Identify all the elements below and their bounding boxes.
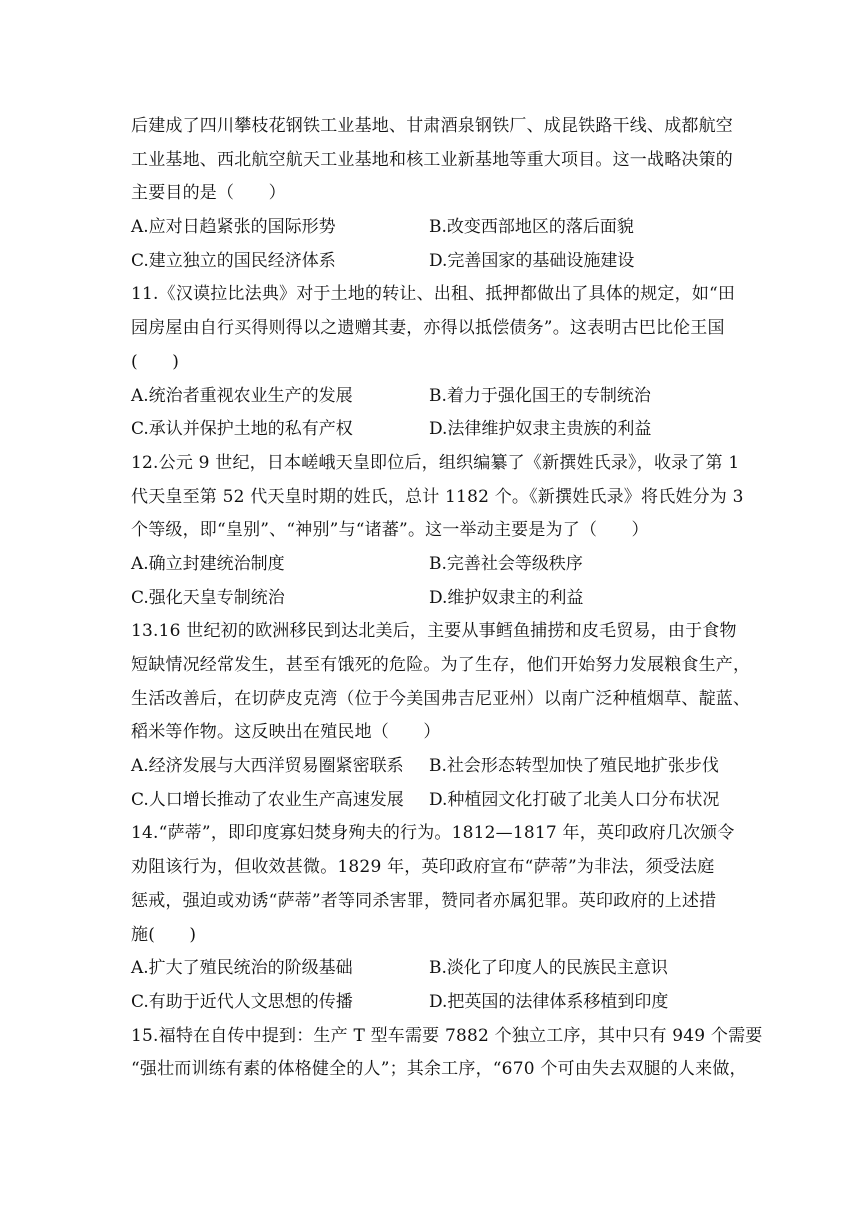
question-13 (131, 615, 751, 817)
option-b: B.完善社会等级秩序 (429, 553, 583, 574)
question-text-line: 劝阻该行为，但收效甚微。1829 年，英印政府宣布“萨蒂”为非法，须受法庭 (131, 857, 715, 878)
question-text-line: 11.《汉谟拉比法典》对于土地的转让、出租、抵押都做出了具体的规定，如“田 (131, 284, 736, 305)
question-text-line: 后建成了四川攀枝花钢铁工业基地、甘肃酒泉钢铁厂、成昆铁路干线、成都航空 (131, 116, 733, 136)
option-d: D.法律维护奴隶主贵族的利益 (429, 419, 652, 440)
question-text-line: 园房屋由自行买得则得以之遗赠其妻，亦得以抵偿债务”。这表明古巴比伦王国 (131, 318, 725, 339)
question-text-line: 主要目的是（ ） (131, 183, 286, 204)
question-text-line: 工业基地、西北航空航天工业基地和核工业新基地等重大项目。这一战略决策的 (131, 149, 733, 170)
options-row (131, 986, 731, 1020)
question-12 (131, 447, 744, 615)
option-a: A.经济发展与大西洋贸易圈紧密联系 (131, 756, 404, 777)
option-c: C.有助于近代人文思想的传播 (131, 991, 353, 1012)
option-a: A.扩大了殖民统治的阶级基础 (131, 958, 353, 979)
options-row (131, 211, 731, 245)
option-d: D.维护奴隶主的利益 (429, 587, 584, 608)
option-b: B.淡化了印度人的民族民主意识 (429, 958, 668, 979)
question-text-line: 短缺情况经常发生，甚至有饿死的危险。为了生存，他们开始努力发展粮食生产， (131, 655, 751, 675)
option-d: D.种植园文化打破了北美人口分布状况 (429, 789, 720, 810)
option-b: B.着力于强化国王的专制统治 (429, 385, 651, 406)
options-row (131, 750, 731, 784)
question-text-line: 14.“萨蒂”，即印度寡妇焚身殉夫的行为。1812—1817 年，英印政府几次颁令 (131, 823, 735, 844)
options-row (131, 413, 731, 447)
question-text-line: 13.16 世纪初的欧洲移民到达北美后，主要从事鳕鱼捕捞和皮毛贸易，由于食物 (131, 621, 737, 642)
question-text-line: 15.福特在自传中提到：生产 T 型车需要 7882 个独立工序，其中只有 949 个需要 (131, 1025, 763, 1046)
question-text-line: 生活改善后，在切萨皮克湾（位于今美国弗吉尼亚州）以南广泛种植烟草、靛蓝、 (131, 688, 751, 709)
question-text-line: ( ) (131, 351, 180, 372)
options-row (131, 245, 731, 279)
option-d: D.完善国家的基础设施建设 (429, 250, 635, 271)
option-a: A.统治者重视农业生产的发展 (131, 385, 353, 406)
option-b: B.社会形态转型加快了殖民地扩张步伐 (429, 756, 719, 777)
question-text-line: 施( ) (131, 924, 197, 945)
option-a: A.确立封建统治制度 (131, 553, 285, 574)
option-c: C.人口增长推动了农业生产高速发展 (131, 789, 404, 810)
option-d: D.把英国的法律体系移植到印度 (429, 991, 669, 1012)
question-text-line: 12.公元 9 世纪，日本嵯峨天皇即位后，组织编纂了《新撰姓氏录》，收录了第 1 (131, 452, 740, 473)
question-10-continuation (131, 110, 731, 278)
question-11 (131, 278, 736, 446)
question-text-line: 稻米等作物。这反映出在殖民地（ ） (131, 722, 441, 743)
options-row (131, 784, 731, 818)
options-row (131, 952, 731, 986)
options-row (131, 380, 731, 414)
options-row (131, 582, 731, 616)
option-b: B.改变西部地区的落后面貌 (429, 217, 634, 238)
option-c: C.承认并保护土地的私有产权 (131, 419, 353, 440)
question-text-line: “强壮而训练有素的体格健全的人”；其余工序，“670 个可由失去双腿的人来做， (131, 1059, 747, 1080)
exam-content (131, 110, 763, 1087)
option-c: C.强化天皇专制统治 (131, 587, 285, 608)
options-row (131, 548, 731, 582)
question-text-line: 代天皇至第 52 代天皇时期的姓氏，总计 1182 个。《新撰姓氏录》将氏姓分为 3 (131, 486, 744, 507)
question-14 (131, 817, 735, 1019)
question-text-line: 个等级，即“皇别”、“神别”与“诸蕃”。这一举动主要是为了（ ） (131, 520, 649, 541)
option-c: C.建立独立的国民经济体系 (131, 250, 336, 271)
question-text-line: 惩戒，强迫或劝诱“萨蒂”者等同杀害罪，赞同者亦属犯罪。英印政府的上述措 (131, 890, 717, 911)
option-a: A.应对日趋紧张的国际形势 (131, 217, 336, 238)
question-15 (131, 1020, 763, 1087)
